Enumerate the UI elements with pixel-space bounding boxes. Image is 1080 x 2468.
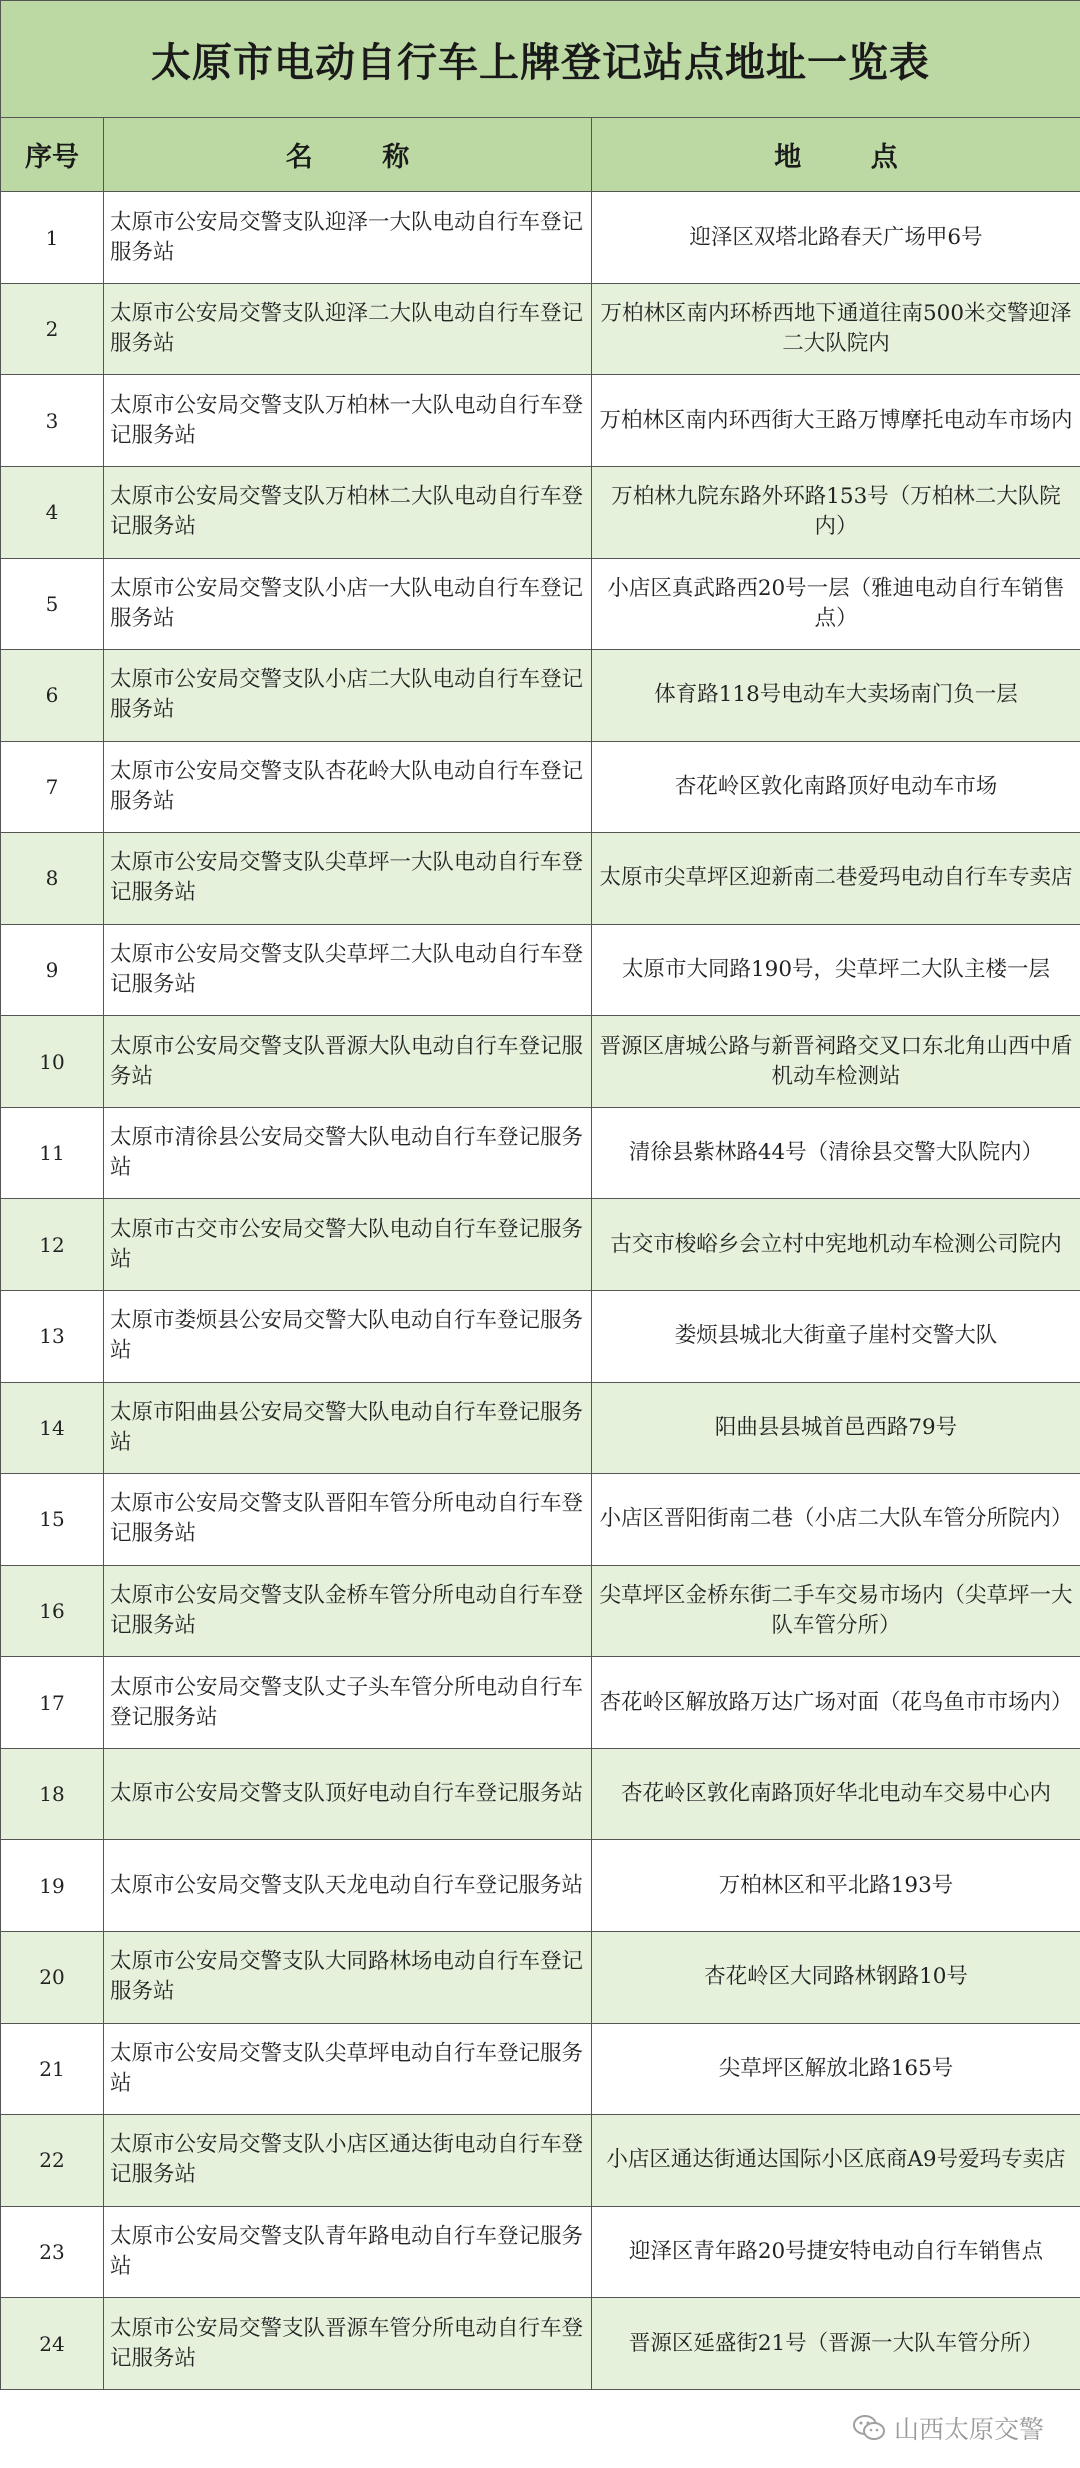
table-row bbox=[1, 1840, 1080, 1932]
row-number: 18 bbox=[1, 1748, 104, 1840]
watermark-text: 山西太原交警 bbox=[893, 2415, 1044, 2444]
column-header-name: 名 称 bbox=[104, 118, 592, 192]
table-row bbox=[1, 1291, 1080, 1383]
row-number: 4 bbox=[1, 466, 104, 558]
station-address: 万柏林九院东路外环路153号（万柏林二大队院内） bbox=[592, 466, 1080, 558]
table-row bbox=[1, 2206, 1080, 2298]
station-address: 杏花岭区敦化南路顶好电动车市场 bbox=[592, 741, 1080, 833]
row-number: 16 bbox=[1, 1565, 104, 1657]
row-number: 17 bbox=[1, 1657, 104, 1749]
row-number: 5 bbox=[1, 558, 104, 650]
station-name: 太原市公安局交警支队尖草坪二大队电动自行车登记服务站 bbox=[104, 924, 592, 1016]
station-name: 太原市公安局交警支队大同路林场电动自行车登记服务站 bbox=[104, 1931, 592, 2023]
column-header-address: 地 点 bbox=[592, 118, 1080, 192]
row-number: 15 bbox=[1, 1474, 104, 1566]
station-address: 清徐县紫林路44号（清徐县交警大队院内） bbox=[592, 1107, 1080, 1199]
station-name: 太原市公安局交警支队青年路电动自行车登记服务站 bbox=[104, 2206, 592, 2298]
table-row bbox=[1, 2115, 1080, 2207]
station-address: 尖草坪区解放北路165号 bbox=[592, 2023, 1080, 2115]
station-name: 太原市公安局交警支队晋阳车管分所电动自行车登记服务站 bbox=[104, 1474, 592, 1566]
station-address: 杏花岭区敦化南路顶好华北电动车交易中心内 bbox=[592, 1748, 1080, 1840]
table-row bbox=[1, 833, 1080, 925]
station-name: 太原市公安局交警支队顶好电动自行车登记服务站 bbox=[104, 1748, 592, 1840]
row-number: 7 bbox=[1, 741, 104, 833]
station-name: 太原市公安局交警支队小店区通达街电动自行车登记服务站 bbox=[104, 2115, 592, 2207]
table-row bbox=[1, 1107, 1080, 1199]
station-address: 小店区晋阳街南二巷（小店二大队车管分所院内） bbox=[592, 1474, 1080, 1566]
station-name: 太原市公安局交警支队尖草坪电动自行车登记服务站 bbox=[104, 2023, 592, 2115]
row-number: 10 bbox=[1, 1016, 104, 1108]
station-name: 太原市公安局交警支队尖草坪一大队电动自行车登记服务站 bbox=[104, 833, 592, 925]
station-name: 太原市古交市公安局交警大队电动自行车登记服务站 bbox=[104, 1199, 592, 1291]
table-row bbox=[1, 1016, 1080, 1108]
station-address: 迎泽区双塔北路春天广场甲6号 bbox=[592, 192, 1080, 284]
table-header-row bbox=[1, 118, 1080, 192]
station-address: 万柏林区南内环桥西地下通道往南500米交警迎泽二大队院内 bbox=[592, 283, 1080, 375]
row-number: 6 bbox=[1, 650, 104, 742]
station-name: 太原市公安局交警支队天龙电动自行车登记服务站 bbox=[104, 1840, 592, 1932]
table-row bbox=[1, 1199, 1080, 1291]
table-row bbox=[1, 741, 1080, 833]
station-address: 古交市梭峪乡会立村中宪地机动车检测公司院内 bbox=[592, 1199, 1080, 1291]
table-row bbox=[1, 924, 1080, 1016]
table-row bbox=[1, 1657, 1080, 1749]
row-number: 19 bbox=[1, 1840, 104, 1932]
station-name: 太原市阳曲县公安局交警大队电动自行车登记服务站 bbox=[104, 1382, 592, 1474]
table-row bbox=[1, 192, 1080, 284]
station-address: 太原市大同路190号，尖草坪二大队主楼一层 bbox=[592, 924, 1080, 1016]
station-address: 尖草坪区金桥东街二手车交易市场内（尖草坪一大队车管分所） bbox=[592, 1565, 1080, 1657]
station-address: 娄烦县城北大街童子崖村交警大队 bbox=[592, 1291, 1080, 1383]
table-row bbox=[1, 558, 1080, 650]
station-address: 晋源区唐城公路与新晋祠路交叉口东北角山西中盾机动车检测站 bbox=[592, 1016, 1080, 1108]
station-address: 小店区真武路西20号一层（雅迪电动自行车销售点） bbox=[592, 558, 1080, 650]
station-address: 体育路118号电动车大卖场南门负一层 bbox=[592, 650, 1080, 742]
row-number: 20 bbox=[1, 1931, 104, 2023]
row-number: 24 bbox=[1, 2298, 104, 2390]
wechat-icon bbox=[852, 2414, 886, 2442]
station-address: 太原市尖草坪区迎新南二巷爱玛电动自行车专卖店 bbox=[592, 833, 1080, 925]
station-name: 太原市公安局交警支队金桥车管分所电动自行车登记服务站 bbox=[104, 1565, 592, 1657]
table-row bbox=[1, 2298, 1080, 2390]
station-address: 小店区通达街通达国际小区底商A9号爱玛专卖店 bbox=[592, 2115, 1080, 2207]
row-number: 3 bbox=[1, 375, 104, 467]
table-row bbox=[1, 283, 1080, 375]
station-name: 太原市公安局交警支队杏花岭大队电动自行车登记服务站 bbox=[104, 741, 592, 833]
row-number: 8 bbox=[1, 833, 104, 925]
row-number: 22 bbox=[1, 2115, 104, 2207]
row-number: 13 bbox=[1, 1291, 104, 1383]
table-title: 太原市电动自行车上牌登记站点地址一览表 bbox=[1, 1, 1080, 118]
account-watermark bbox=[852, 2410, 1044, 2446]
row-number: 21 bbox=[1, 2023, 104, 2115]
table-row bbox=[1, 1474, 1080, 1566]
station-name: 太原市公安局交警支队迎泽一大队电动自行车登记服务站 bbox=[104, 192, 592, 284]
table-row bbox=[1, 1748, 1080, 1840]
row-number: 1 bbox=[1, 192, 104, 284]
table-row bbox=[1, 375, 1080, 467]
station-name: 太原市公安局交警支队丈子头车管分所电动自行车登记服务站 bbox=[104, 1657, 592, 1749]
station-name: 太原市娄烦县公安局交警大队电动自行车登记服务站 bbox=[104, 1291, 592, 1383]
station-name: 太原市公安局交警支队万柏林一大队电动自行车登记服务站 bbox=[104, 375, 592, 467]
row-number: 11 bbox=[1, 1107, 104, 1199]
station-name: 太原市公安局交警支队小店二大队电动自行车登记服务站 bbox=[104, 650, 592, 742]
table-row bbox=[1, 650, 1080, 742]
station-name: 太原市公安局交警支队晋源大队电动自行车登记服务站 bbox=[104, 1016, 592, 1108]
station-name: 太原市公安局交警支队小店一大队电动自行车登记服务站 bbox=[104, 558, 592, 650]
station-name: 太原市公安局交警支队迎泽二大队电动自行车登记服务站 bbox=[104, 283, 592, 375]
station-name: 太原市清徐县公安局交警大队电动自行车登记服务站 bbox=[104, 1107, 592, 1199]
station-address: 杏花岭区大同路林钢路10号 bbox=[592, 1931, 1080, 2023]
table-row bbox=[1, 1565, 1080, 1657]
table-row bbox=[1, 2023, 1080, 2115]
column-header-no: 序号 bbox=[1, 118, 104, 192]
table-row bbox=[1, 1931, 1080, 2023]
row-number: 9 bbox=[1, 924, 104, 1016]
station-name: 太原市公安局交警支队晋源车管分所电动自行车登记服务站 bbox=[104, 2298, 592, 2390]
table-row bbox=[1, 466, 1080, 558]
station-name: 太原市公安局交警支队万柏林二大队电动自行车登记服务站 bbox=[104, 466, 592, 558]
station-address: 阳曲县县城首邑西路79号 bbox=[592, 1382, 1080, 1474]
station-address: 万柏林区南内环西街大王路万博摩托电动车市场内 bbox=[592, 375, 1080, 467]
station-address: 杏花岭区解放路万达广场对面（花鸟鱼市市场内） bbox=[592, 1657, 1080, 1749]
station-address: 晋源区延盛街21号（晋源一大队车管分所） bbox=[592, 2298, 1080, 2390]
row-number: 23 bbox=[1, 2206, 104, 2298]
row-number: 12 bbox=[1, 1199, 104, 1291]
station-address: 万柏林区和平北路193号 bbox=[592, 1840, 1080, 1932]
row-number: 2 bbox=[1, 283, 104, 375]
station-address: 迎泽区青年路20号捷安特电动自行车销售点 bbox=[592, 2206, 1080, 2298]
table-row bbox=[1, 1382, 1080, 1474]
row-number: 14 bbox=[1, 1382, 104, 1474]
